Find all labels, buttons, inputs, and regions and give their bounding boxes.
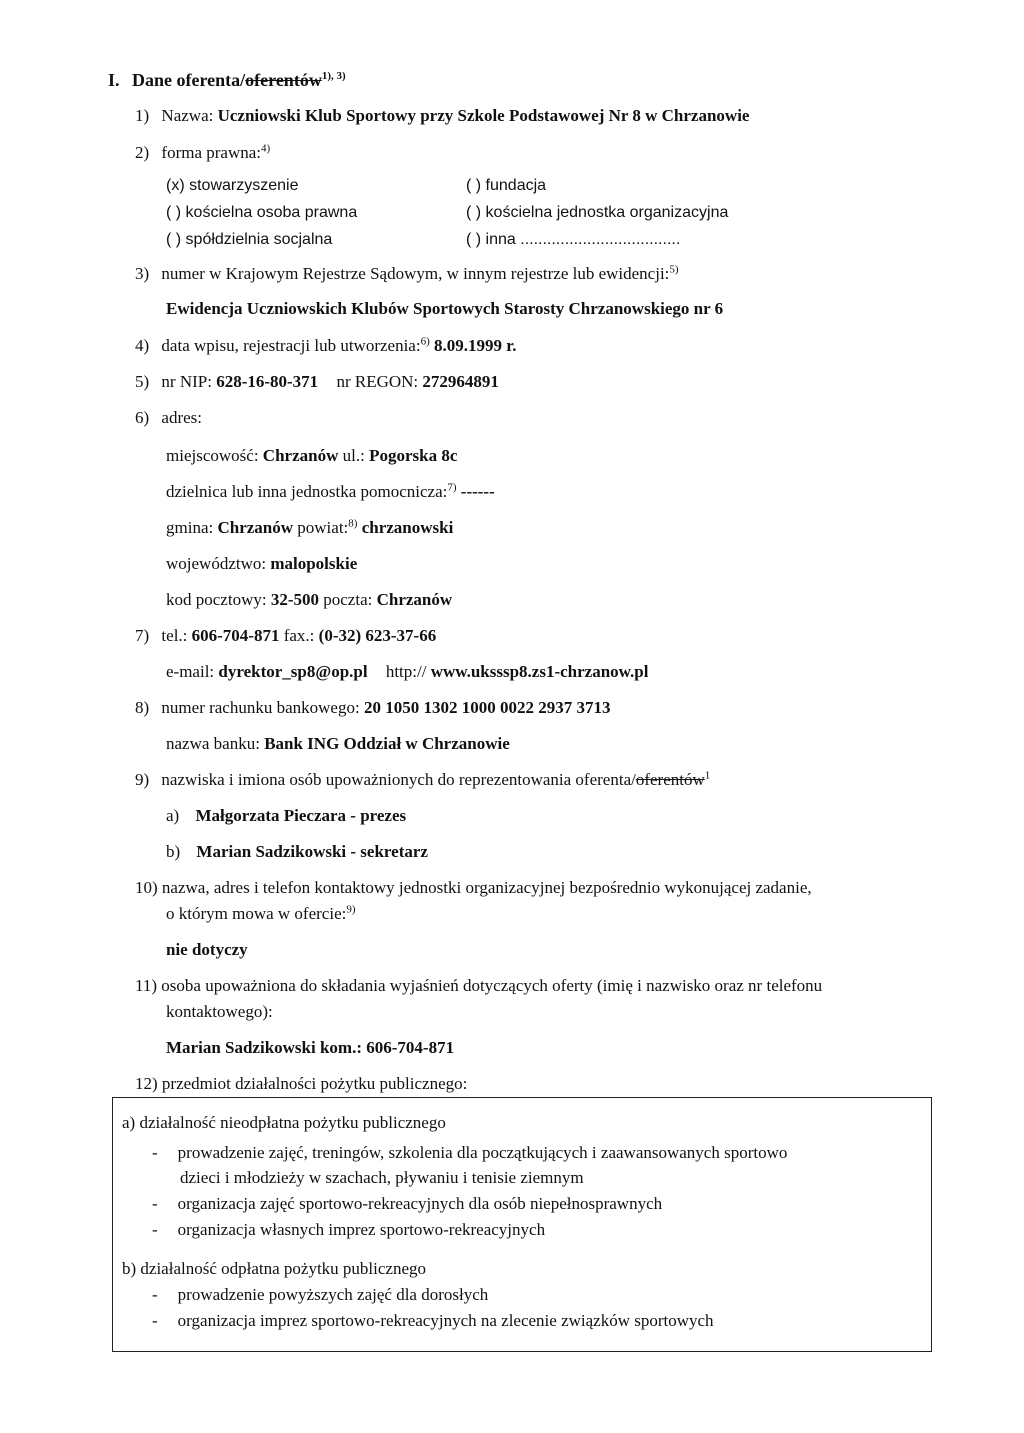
footnote-ref: 1: [704, 769, 711, 782]
activity-text: prowadzenie powyższych zajęć dla dorosłych: [177, 1285, 489, 1304]
item-label: numer rachunku bankowego:: [161, 698, 364, 717]
item-number: 9): [135, 770, 150, 789]
struck-text: oferentów: [635, 770, 705, 789]
nip-value: 628-16-80-371: [216, 372, 319, 391]
item-label: data wpisu, rejestracji lub utworzenia:: [161, 336, 421, 355]
item-number: 3): [135, 264, 150, 283]
regon-label: nr REGON:: [336, 372, 423, 391]
section-title-main: Dane oferenta/: [132, 70, 246, 90]
address-district-line: [166, 482, 495, 502]
bank-value: Bank ING Oddział w Chrzanowie: [264, 734, 510, 753]
website-link[interactable]: www.uksssp8.zs1-chrzanow.pl: [430, 662, 649, 681]
postal-value: 32-500: [270, 590, 319, 609]
email-label: e-mail:: [166, 662, 219, 681]
activity-a-item-2: dzieci i młodzieży w szachach, pływaniu i tenisie ziemnym: [180, 1168, 584, 1187]
item-label: numer w Krajowym Rejestrze Sądowym, w innym rejestrze lub ewidencji:: [161, 264, 670, 283]
activity-b-item-2: [152, 1311, 714, 1331]
item-number: 12): [135, 1074, 158, 1093]
person-name: Marian Sadzikowski - sekretarz: [196, 842, 428, 861]
address-city-line: [166, 446, 457, 466]
item-contact: [135, 626, 436, 646]
contact-email-line: [166, 662, 648, 682]
legal-form-right-1: ( ) fundacja: [466, 177, 547, 194]
item-register: [135, 264, 679, 284]
powiat-value: chrzanowski: [357, 518, 454, 537]
legal-form-left-1: (x) stowarzyszenie: [166, 177, 299, 194]
city-label: miejscowość:: [166, 446, 263, 465]
item-activity: [135, 1074, 467, 1094]
item-legal-form: [135, 143, 270, 163]
contact-person-value: Marian Sadzikowski kom.: 606-704-871: [166, 1038, 455, 1057]
item-label: przedmiot działalności pożytku publicznego:: [161, 1074, 468, 1093]
activity-a-item-1: [152, 1143, 787, 1163]
postal-label: kod pocztowy:: [166, 590, 271, 609]
gmina-label: gmina:: [166, 518, 218, 537]
item-number: 11): [135, 976, 158, 995]
post-label: poczta:: [319, 590, 377, 609]
section-title-sup: 1), 3): [321, 70, 346, 82]
dash: -: [152, 1285, 158, 1304]
footnote-ref: 5): [669, 263, 679, 276]
item-label: Nazwa:: [161, 106, 218, 125]
section-title: [108, 70, 346, 91]
item-number: 2): [135, 143, 150, 162]
district-label: dzielnica lub inna jednostka pomocnicza:: [166, 482, 448, 501]
activity-b-item-1: [152, 1285, 488, 1305]
fax-value: (0-32) 623-37-66: [318, 626, 437, 645]
person-letter: b): [166, 842, 181, 861]
section-number: I.: [108, 70, 120, 90]
item-nip-regon: [135, 372, 499, 392]
powiat-label: powiat:: [293, 518, 349, 537]
item-name: [135, 106, 749, 126]
section-title-struck: oferentów: [245, 70, 322, 90]
activity-a-item-4: [152, 1220, 545, 1240]
item-address: [135, 408, 202, 428]
item-registration-date: [135, 336, 517, 356]
woj-value: malopolskie: [270, 554, 358, 573]
post-value: Chrzanów: [376, 590, 453, 609]
gmina-value: Chrzanów: [217, 518, 294, 537]
item-number: 6): [135, 408, 150, 427]
item-label: forma prawna:: [161, 143, 262, 162]
address-woj-line: [166, 554, 357, 574]
regon-value: 272964891: [422, 372, 499, 391]
item-label: nazwa, adres i telefon kontaktowy jednostki organizacyjnej bezpośrednio wykonującej zadanie,: [161, 878, 812, 897]
activity-a-item-3: [152, 1194, 662, 1214]
item-executing-unit: [135, 878, 812, 898]
footnote-ref: 8): [348, 517, 358, 530]
activity-a-title: a) działalność nieodpłatna pożytku publicznego: [122, 1113, 446, 1132]
dash: -: [152, 1220, 158, 1239]
dash: -: [152, 1311, 158, 1330]
item-number: 1): [135, 106, 150, 125]
legal-form-left-3: ( ) spółdzielnia socjalna: [166, 231, 333, 248]
item-contact-person: [135, 976, 822, 996]
activity-text: prowadzenie zajęć, treningów, szkolenia dla początkujących i zaawansowanych sportowo: [177, 1143, 788, 1162]
registration-date: 8.09.1999 r.: [429, 336, 517, 355]
footnote-ref: 4): [261, 142, 271, 155]
item-number: 8): [135, 698, 150, 717]
item-number: 5): [135, 372, 150, 391]
address-gmina-line: [166, 518, 453, 538]
dash: -: [152, 1194, 158, 1213]
district-value: ------: [456, 482, 495, 501]
city-value: Chrzanów: [262, 446, 339, 465]
register-value: Ewidencja Uczniowskich Klubów Sportowych Starosty Chrzanowskiego nr 6: [166, 299, 724, 318]
item-label: adres:: [161, 408, 203, 427]
item-bank-account: [135, 698, 610, 718]
bank-label: nazwa banku:: [166, 734, 265, 753]
footnote-ref: 9): [346, 903, 356, 916]
person-name: Małgorzata Pieczara - prezes: [195, 806, 407, 825]
person-letter: a): [166, 806, 180, 825]
legal-form-right-3: ( ) inna ....................................: [466, 231, 681, 248]
address-postal-line: [166, 590, 452, 610]
street-label: ul.:: [338, 446, 370, 465]
http-label: http://: [385, 662, 431, 681]
item-representatives: [135, 770, 710, 790]
legal-form-left-2: ( ) kościelna osoba prawna: [166, 204, 358, 221]
item-label-cont: o którym mowa w ofercie:: [166, 904, 347, 923]
activity-text: organizacja imprez sportowo-rekreacyjnych na zlecenie związków sportowych: [177, 1311, 714, 1330]
dash: -: [152, 1143, 158, 1162]
organization-name: Uczniowski Klub Sportowy przy Szkole Podstawowej Nr 8 w Chrzanowie: [217, 106, 750, 125]
legal-form-right-2: ( ) kościelna jednostka organizacyjna: [466, 204, 729, 221]
tel-value: 606-704-871: [191, 626, 280, 645]
nip-label: nr NIP:: [161, 372, 217, 391]
tel-label: tel.:: [161, 626, 192, 645]
item-number: 7): [135, 626, 150, 645]
account-number: 20 1050 1302 1000 0022 2937 3713: [363, 698, 611, 717]
email-value[interactable]: dyrektor_sp8@op.pl: [218, 662, 368, 681]
representative-a: [166, 806, 406, 826]
bank-name-line: [166, 734, 510, 754]
item-label: osoba upoważniona do składania wyjaśnień dotyczących oferty (imię i nazwisko oraz nr telefonu: [161, 976, 823, 995]
activity-text: organizacja zajęć sportowo-rekreacyjnych dla osób niepełnosprawnych: [177, 1194, 663, 1213]
item-label: nazwiska i imiona osób upoważnionych do reprezentowania oferenta/: [161, 770, 636, 789]
representative-b: [166, 842, 428, 862]
fax-label: fax.:: [279, 626, 319, 645]
contact-person-line2: kontaktowego):: [166, 1002, 273, 1021]
activity-b-title: b) działalność odpłatna pożytku publicznego: [122, 1259, 427, 1278]
street-value: Pogorska 8c: [369, 446, 458, 465]
item-number: 10): [135, 878, 158, 897]
woj-label: województwo:: [166, 554, 271, 573]
executing-unit-value: nie dotyczy: [166, 940, 248, 959]
activity-text: organizacja własnych imprez sportowo-rekreacyjnych: [177, 1220, 546, 1239]
footnote-ref: 7): [447, 481, 457, 494]
footnote-ref: 6): [420, 335, 430, 348]
item-number: 4): [135, 336, 150, 355]
executing-unit-line2: [166, 904, 356, 924]
